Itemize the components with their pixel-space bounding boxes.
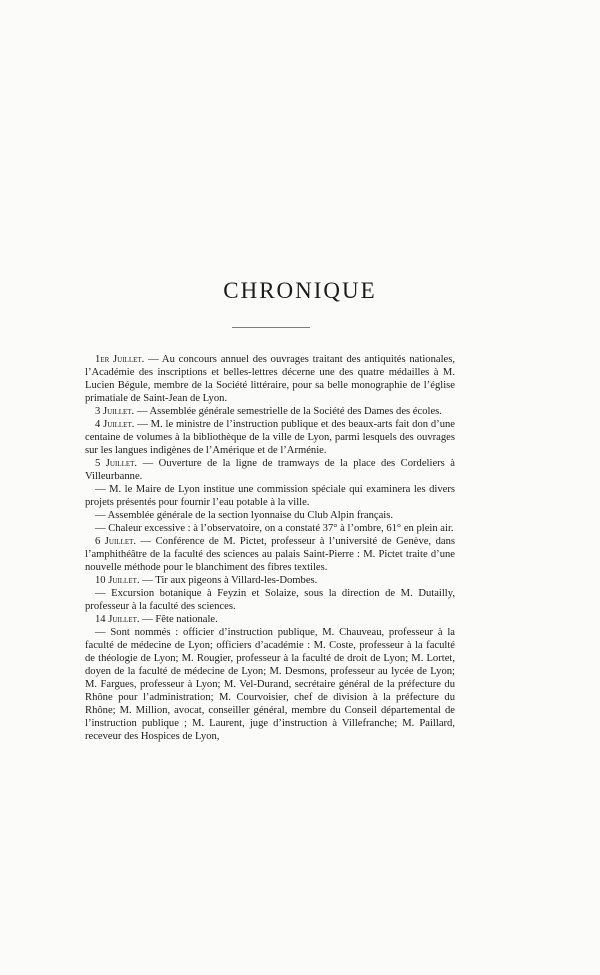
- entry-text: — Ouverture de la ligne de tramways de la place des Cordeliers à Villeurbanne.: [85, 458, 455, 482]
- page-title: CHRONIQUE: [223, 278, 377, 303]
- entry-date: 6 Juillet.: [95, 536, 137, 547]
- entry-text: — Assemblée générale de la section lyonnaise du Club Alpin français.: [95, 510, 394, 521]
- chronicle-entry: [85, 535, 455, 574]
- chronicle-entry: [85, 418, 455, 457]
- entry-date: 4 Juillet.: [95, 419, 135, 430]
- title-divider: [232, 327, 310, 328]
- entry-date: 5 Juillet.: [95, 458, 138, 469]
- chronicle-entry: [85, 509, 455, 522]
- chronicle-entry: [85, 457, 455, 483]
- entry-text: — Excursion botanique à Feyzin et Solaize, sous la direction de M. Dutailly, professeur à la faculté des sciences.: [85, 588, 455, 612]
- entry-text: — Tir aux pigeons à Villard-les-Dombes.: [142, 575, 318, 586]
- entry-text: — Fête nationale.: [142, 614, 218, 625]
- entry-text: — Assemblée générale semestrielle de la Société des Dames des écoles.: [136, 406, 442, 417]
- entry-date: 10 Juillet.: [95, 575, 140, 586]
- chronicle-body: [85, 353, 455, 743]
- chronicle-entry: [85, 522, 455, 535]
- entry-text: — Au concours annuel des ouvrages traitant des antiquités nationales, l’Académie des inscriptions et belles-lettres décerne une des quatre médailles à M. Lucien Bégule, membre de la Société littéraire, pour sa belle monographie de l’église primatiale de Saint-Jean de Lyon.: [85, 354, 455, 404]
- chronicle-entry: [85, 483, 455, 509]
- chronicle-entry: [85, 353, 455, 405]
- entry-text: — Sont nommés : officier d’instruction publique, M. Chauveau, professeur à la faculté de médecine de Lyon; officiers d’académie : M. Coste, professeur à la faculté de théologie de Lyon; M. Rougier, professeur à la faculté de droit de Lyon; M. Lortet, doyen de la faculté de médecine de Lyon; M. Desmons, professeur au lycée de Lyon; M. Fargues, professeur à Lyon; M. Vel-Durand, secrétaire général de la préfecture du Rhône pour l’administration; M. Courvoisier, chef de division à la préfecture du Rhône; M. Million, avocat, conseiller général, membre du Conseil départemental de l’instruction publique ; M. Laurent, juge d’instruction à Villefranche; M. Paillard, receveur des Hospices de Lyon,: [85, 627, 455, 742]
- chronicle-entry: [85, 574, 455, 587]
- chronicle-entry: [85, 613, 455, 626]
- entry-text: — M. le Maire de Lyon institue une commission spéciale qui examinera les divers projets présentés pour fournir l’eau potable à la ville.: [85, 484, 455, 508]
- chronicle-entry: [85, 405, 455, 418]
- chronicle-entry: [85, 587, 455, 613]
- entry-text: — Conférence de M. Pictet, professeur à l’université de Genève, dans l’amphithéâtre de la faculté des sciences au palais Saint-Pierre : M. Pictet traite d’une nouvelle méthode pour le blanchiment des fibres textiles.: [85, 536, 455, 573]
- entry-date: 1er Juillet.: [95, 354, 145, 365]
- chronicle-entry: [85, 626, 455, 743]
- entry-text: — M. le ministre de l’instruction publique et des beaux-arts fait don d’une centaine de volumes à la bibliothèque de la ville de Lyon, parmi lesquels des ouvrages sur les langues indigènes de l’Amérique et de l’Arménie.: [85, 419, 455, 456]
- entry-date: 3 Juillet.: [95, 406, 135, 417]
- entry-date: 14 Juillet.: [95, 614, 140, 625]
- entry-text: — Chaleur excessive : à l’observatoire, on a constaté 37° à l’ombre, 61° en plein air.: [95, 523, 454, 534]
